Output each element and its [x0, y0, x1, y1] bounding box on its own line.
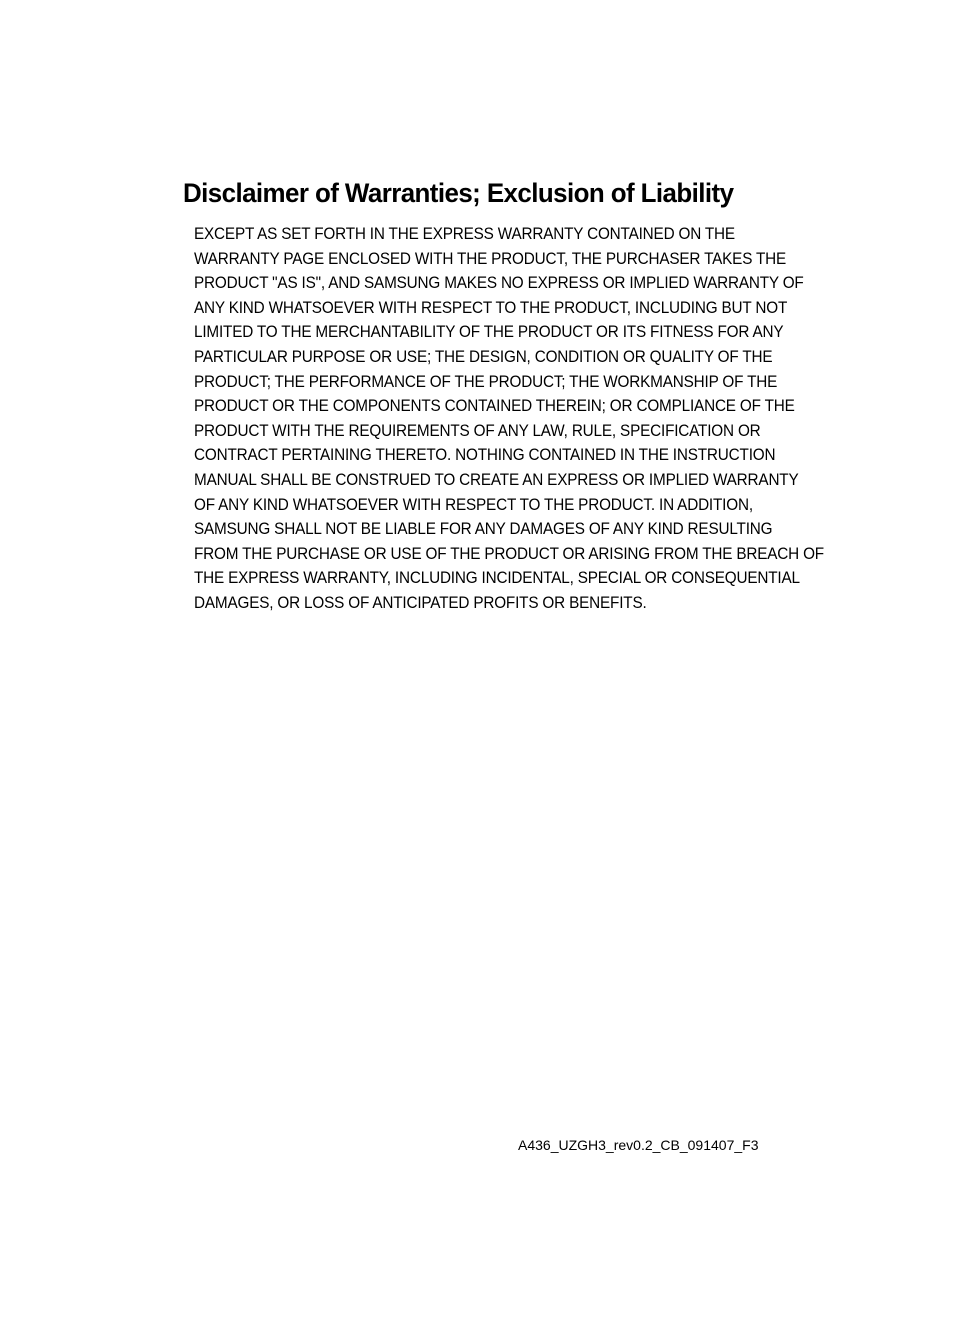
disclaimer-line: OF ANY KIND WHATSOEVER WITH RESPECT TO THE PRODUCT. IN ADDITION, — [194, 494, 753, 514]
disclaimer-line: CONTRACT PERTAINING THERETO. NOTHING CONTAINED IN THE INSTRUCTION — [194, 445, 776, 465]
disclaimer-line: WARRANTY PAGE ENCLOSED WITH THE PRODUCT, THE PURCHASER TAKES THE — [194, 248, 787, 268]
disclaimer-line: MANUAL SHALL BE CONSTRUED TO CREATE AN EXPRESS OR IMPLIED WARRANTY — [194, 469, 799, 489]
disclaimer-line: LIMITED TO THE MERCHANTABILITY OF THE PRODUCT OR ITS FITNESS FOR ANY — [194, 322, 784, 342]
disclaimer-line: DAMAGES, OR LOSS OF ANTICIPATED PROFITS OR BENEFITS. — [194, 592, 647, 612]
disclaimer-line: PRODUCT OR THE COMPONENTS CONTAINED THEREIN; OR COMPLIANCE OF THE — [194, 396, 795, 416]
disclaimer-line: PRODUCT; THE PERFORMANCE OF THE PRODUCT; THE WORKMANSHIP OF THE — [194, 371, 778, 391]
document-revision-code: A436_UZGH3_rev0.2_CB_091407_F3 — [518, 1137, 759, 1153]
disclaimer-line: PRODUCT "AS IS", AND SAMSUNG MAKES NO EXPRESS OR IMPLIED WARRANTY OF — [194, 273, 804, 293]
disclaimer-line: ANY KIND WHATSOEVER WITH RESPECT TO THE PRODUCT, INCLUDING BUT NOT — [194, 297, 788, 317]
disclaimer-line: FROM THE PURCHASE OR USE OF THE PRODUCT OR ARISING FROM THE BREACH OF — [194, 543, 824, 563]
disclaimer-line: EXCEPT AS SET FORTH IN THE EXPRESS WARRANTY CONTAINED ON THE — [194, 224, 735, 243]
disclaimer-line: THE EXPRESS WARRANTY, INCLUDING INCIDENTAL, SPECIAL OR CONSEQUENTIAL — [194, 568, 800, 588]
disclaimer-body — [194, 222, 834, 616]
disclaimer-line: PRODUCT WITH THE REQUIREMENTS OF ANY LAW, RULE, SPECIFICATION OR — [194, 420, 761, 440]
disclaimer-line: SAMSUNG SHALL NOT BE LIABLE FOR ANY DAMAGES OF ANY KIND RESULTING — [194, 519, 773, 539]
disclaimer-line: PARTICULAR PURPOSE OR USE; THE DESIGN, CONDITION OR QUALITY OF THE — [194, 346, 773, 366]
section-heading: Disclaimer of Warranties; Exclusion of Liability — [183, 178, 734, 208]
